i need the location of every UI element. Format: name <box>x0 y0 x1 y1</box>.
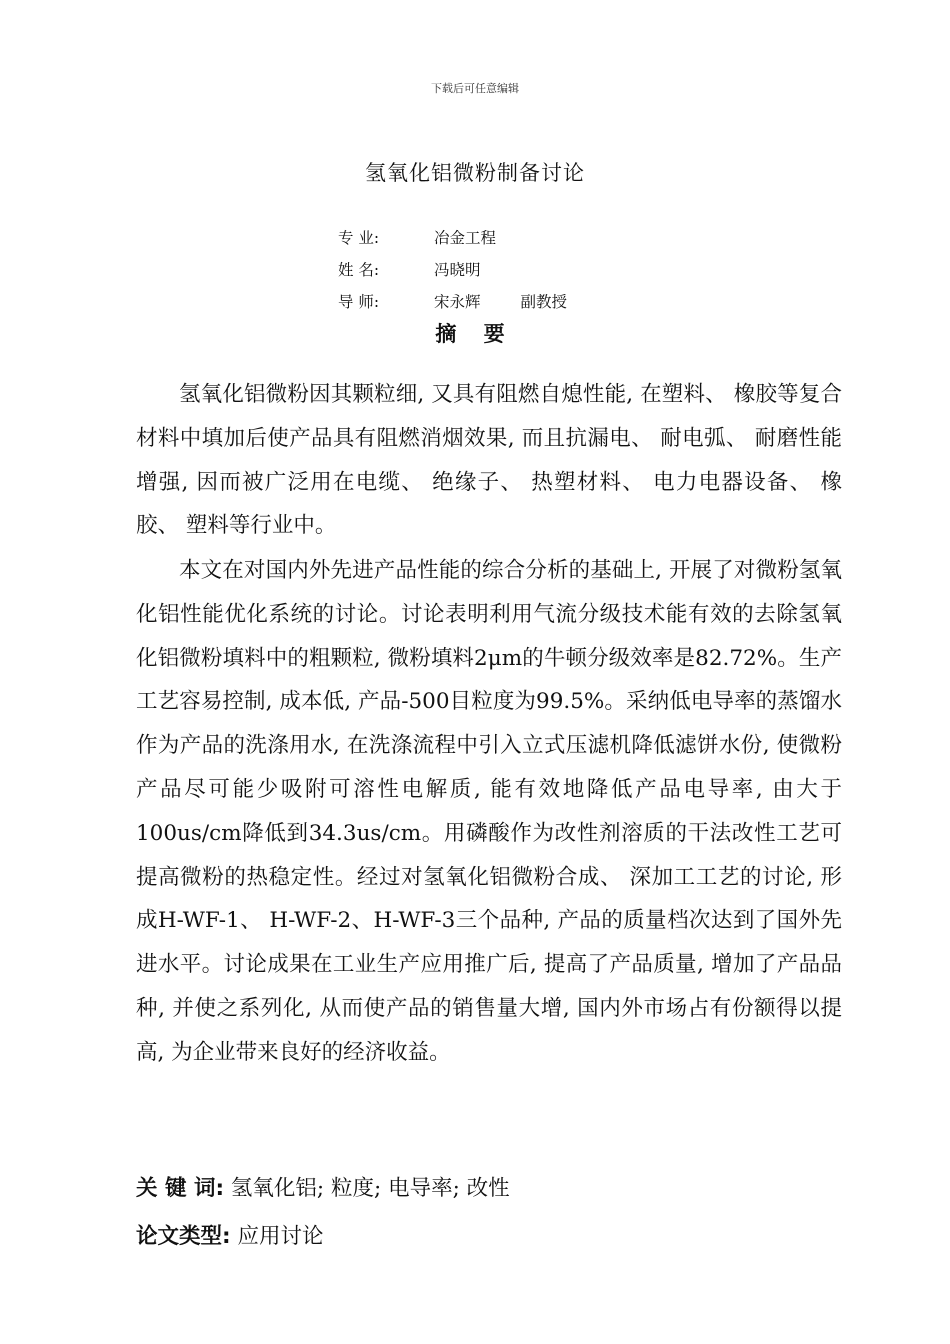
abstract-paragraph-2: 本文在对国内外先进产品性能的综合分析的基础上, 开展了对微粉氢氧化铝性能优化系统的讨论。讨论表明利用气流分级技术能有效的去除氢氧化铝微粉填料中的粗颗粒, 微粉填料2μm的牛顿分级效率是82.72%。生产工艺容易控制, 成本低, 产品-500目粒度为99.5%。采纳低电导率的蒸馏水作为产品的洗涤用水, 在洗涤流程中引入立式压滤机降低滤饼水份, 使微粉产品尽可能少吸附可溶性电解质, 能有效地降低产品电导率, 由大于100us/cm降低到34.3us/cm。用磷酸作为改性剂溶质的干法改性工艺可提高微粉的热稳定性。经过对氢氧化铝微粉合成、 深加工工艺的讨论, 形成H-WF-1、 H-WF-2、H-WF-3三个品种, 产品的质量档次达到了国外先进水平。讨论成果在工业生产应用推广后, 提高了产品质量, 增加了产品品种, 并使之系列化, 从而使产品的销售量大增, 国内外市场占有份额得以提高, 为企业带来良好的经济收益。 <box>136 558 842 1065</box>
keywords-value: 氢氧化铝; 粒度; 电导率; 改性 <box>230 1176 510 1201</box>
paper-type-label: 论文类型: <box>136 1224 231 1249</box>
keywords-row <box>136 1171 510 1202</box>
name-value: 冯晓明 <box>434 261 481 279</box>
page-title: 氢氧化铝微粉制备讨论 <box>365 161 585 185</box>
abstract-paragraph-1: 氢氧化铝微粉因其颗粒细, 又具有阻燃自熄性能, 在塑料、 橡胶等复合材料中填加后使产品具有阻燃消烟效果, 而且抗漏电、 耐电弧、 耐磨性能增强, 因而被广泛用在电缆、 绝缘子、 热塑材料、 电力电器设备、 橡胶、 塑料等行业中。 <box>136 382 842 539</box>
header-note: 下载后可任意编辑 <box>431 82 519 95</box>
meta-advisor-row <box>338 290 567 312</box>
paper-type-row <box>136 1219 323 1250</box>
advisor-title: 副教授 <box>520 293 568 311</box>
major-value: 冶金工程 <box>434 229 497 247</box>
advisor-value: 宋永辉 <box>434 293 481 311</box>
meta-major-row <box>338 226 496 248</box>
keywords-label: 关 键 词: <box>136 1176 225 1201</box>
major-label: 专 业: <box>338 229 380 247</box>
advisor-label: 导 师: <box>338 293 380 311</box>
name-label: 姓 名: <box>338 261 380 279</box>
paper-type-value: 应用讨论 <box>237 1224 324 1249</box>
abstract-heading: 摘 要 <box>435 322 515 346</box>
meta-name-row <box>338 258 481 280</box>
